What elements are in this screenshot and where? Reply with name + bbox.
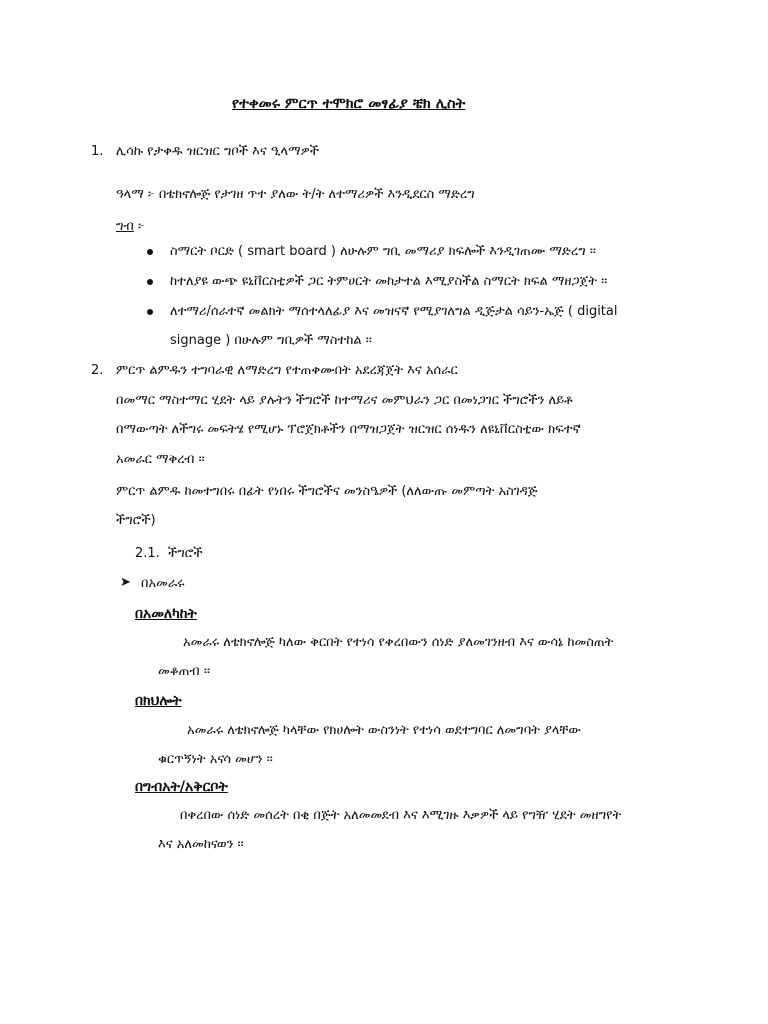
subgoal-suffix: ፦ [138,219,145,234]
section2-para2-line1: ምርጥ ልምዱ ከመተግበሩ በፊት የነበሩ ችግሮችና መንስዔዎች (ለለውጡ መምጣት አስገዳጅ [116,484,538,499]
section2-para1-line2: በማውጣት ለችግሩ መፍትሄ የሚሆኑ ፕሮጀክቶችን በማዝጋጀት ዝርዝር ሰነዱን ለዩኒቨርስቲው ክፍተኛ [116,422,581,437]
section1-heading: ሊሳኩ የታቀዱ ዝርዝር ግቦች እና ዒላማዎች [116,144,319,159]
section1-bullet-2: ከተለያዩ ውጭ ዩኒቨርስቲዎች ጋር ትምሀርት መከታተል እሚያስችል ስማርት ክፍል ማዘጋጀት ፡፡ [170,274,608,289]
section2-number: 2. [91,363,104,378]
subsection-number: 2.1. [135,546,160,561]
section2-heading: ምርጥ ልምዱን ተግባራዊ ለማድረግ የተጠቀሙበት አደረጃጀት እና አሰራር [116,363,458,378]
section1-number: 1. [91,144,104,159]
bullet-icon [147,309,153,315]
section1-bullet-3-cont: signage ) በሁሉም ግቢዎች ማስተከል ፡፡ [170,333,372,348]
document-title: የተቀመሩ ምርጥ ተሞክሮ መፃፊያ ቼክ ሊስት [232,96,466,112]
block-skill-line2: ቁርጥኝነት አናሳ መሆን ፡፡ [158,752,273,767]
block-heading-attitude: በአመለካከት [135,606,197,622]
section2-para1-line1: በመማር ማስተማር ሂደት ላይ ያሉትን ችግሮች ከተማሪና መምህራን ጋር በመነጋገር ችግሮችን ለይቶ [116,393,573,408]
subgoal-label: ግብ [116,219,134,234]
block-heading-input: በግብአት/አቅርቦት [135,779,228,795]
block-skill-line1: አመራሩ ለቴክኖሎጅ ካላቸው የክሀሎት ውስንነት የተነሳ ወደተግባር ለመግባት ያላቸው [187,723,581,738]
block-heading-skill: በክህሎት [135,693,182,709]
block-input-line1: በቀረበው ሰነድ መሰረት በቂ በጅት አለመመደብ እና እሚገዙ እቃዎች ላይ የግዥ ሂደት መዘግየት [180,808,622,823]
section2-para2-line2: ችግሮች) [116,513,156,528]
block-attitude-line2: መቆጠብ ፡፡ [158,664,211,679]
section2-para1-line3: አመራር ማቅረብ ፡፡ [116,452,205,467]
section1-bullet-3: ለተማሪ/ሰራተኛ መልክት ማሰተላለፊያ እና መዝናኛ የሚያገለግል ዲጅታል ሳይን-ኤጅ ( digital [170,304,618,319]
block-attitude-line1: አመራሩ ለቴክኖሎጅ ካለው ቅርበት የተነሳ የቀረበውን ሰነድ ያለመገንዘብ እና ውሳኔ ከመስጠት [183,635,614,650]
arrow-item: በአመራሩ [141,576,185,591]
bullet-icon [147,249,153,255]
bullet-icon [147,279,153,285]
section1-subgoal [116,218,145,236]
block-input-line2: እና አለመከናወን ፡፡ [158,837,244,852]
arrow-bullet-icon: ➤ [120,575,131,590]
section1-goal: ዓላማ ፦ በቴክኖሎጅ የታገዘ ጥተ ያለው ት/ት ለተማሪዎች እንዲደርስ ማድረግ [116,187,475,202]
section1-bullet-1: ስማርት ቦርድ ( smart board ) ለሁሉም ግቢ መማሪያ ክፍሎች እንዲገጠሙ ማድረግ ፡፡ [170,244,596,259]
subsection-heading: ችግሮች [168,546,203,561]
